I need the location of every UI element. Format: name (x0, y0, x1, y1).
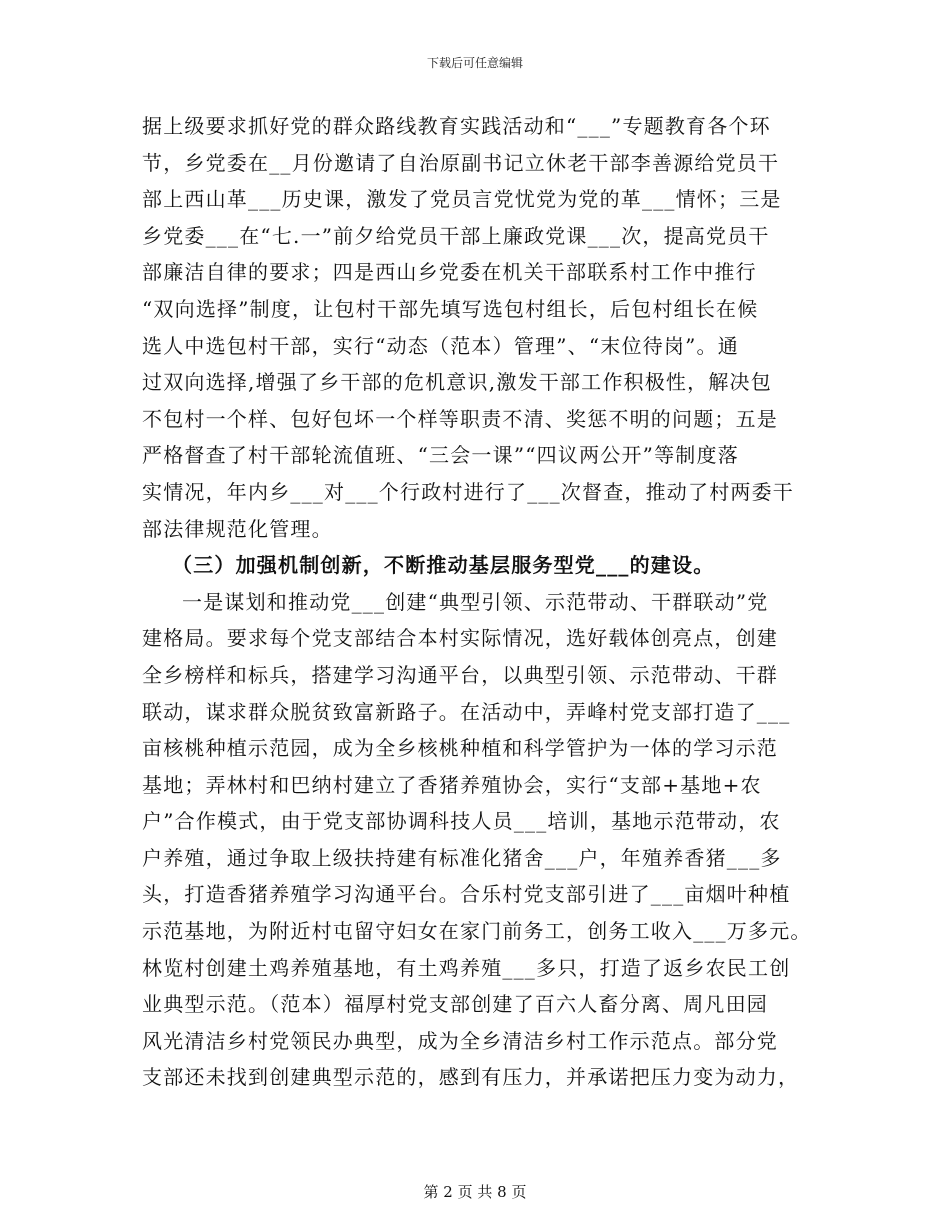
body-line: 户养殖，通过争取上级扶持建有标准化猪舍___户，年殖养香猪___多 (142, 845, 782, 870)
body-line: 风光清洁乡村党领民办典型，成为全乡清洁乡村工作示范点。部分党 (142, 1028, 778, 1053)
page-header-note: 下载后可任意编辑 (426, 56, 523, 70)
body-line: 全乡榜样和标兵，搭建学习沟通平台，以典型引领、示范带动、干群 (142, 662, 778, 687)
body-line: 支部还未找到创建典型示范的，感到有压力，并承诺把压力变为动力， (142, 1065, 800, 1090)
body-line: 过双向选择,增强了乡干部的危机意识,激发干部工作积极性，解决包 (142, 370, 772, 395)
body-line: 选人中选包村干部，实行“动态（范本）管理”、“末位待岗”。通 (142, 333, 739, 358)
document-body (142, 108, 822, 1096)
body-line: 部法律规范化管理。 (142, 516, 333, 541)
body-line: 建格局。要求每个党支部结合本村实际情况，选好载体创亮点，创建 (142, 626, 778, 651)
body-line: 亩核桃种植示范园，成为全乡核桃种植和科学管护为一体的学习示范 (142, 736, 778, 761)
body-line: 基地；弄林村和巴纳村建立了香猪养殖协会，实行“支部+基地+农 (142, 772, 762, 797)
body-line: 户”合作模式，由于党支部协调科技人员___培训，基地示范带动，农 (142, 809, 781, 834)
body-line: 林览村创建土鸡养殖基地，有土鸡养殖___多只，打造了返乡农民工创 (142, 955, 791, 980)
body-line: 不包村一个样、包好包坏一个样等职责不清、奖惩不明的问题；五是 (142, 406, 778, 431)
page-number-footer: 第 2 页 共 8 页 (423, 1183, 527, 1201)
body-line: 乡党委___在“七.一”前夕给党员干部上廉政党课___次，提高党员干 (142, 223, 770, 248)
section-heading: （三）加强机制创新，不断推动基层服务型党___的建设。 (172, 553, 715, 578)
body-line: 部上西山革___历史课，激发了党员言党忧党为党的革___情怀；三是 (142, 187, 782, 212)
body-line: 节，乡党委在__月份邀请了自治原副书记立休老干部李善源给党员干 (142, 150, 780, 175)
body-line: 据上级要求抓好党的群众路线教育实践活动和“___”专题教育各个环 (142, 114, 771, 138)
body-line: 联动，谋求群众脱贫致富新路子。在活动中，弄峰村党支部打造了___ (142, 699, 791, 724)
body-line: 头，打造香猪养殖学习沟通平台。合乐村党支部引进了___亩烟叶种植 (142, 882, 791, 907)
body-line: 业典型示范。（范本）福厚村党支部创建了百六人畜分离、周凡田园 (142, 992, 768, 1017)
body-line: 一是谋划和推动党___创建“典型引领、示范带动、干群联动”党 (182, 589, 769, 614)
body-line: 实情况，年内乡___对___个行政村进行了___次督查，推动了村两委干 (142, 479, 794, 504)
body-line: 示范基地，为附近村屯留守妇女在家门前务工，创务工收入___万多元。 (142, 919, 812, 944)
body-line: “双向选择”制度，让包村干部先填写选包村组长，后包村组长在候 (142, 296, 759, 321)
body-line: 严格督查了村干部轮流值班、“三会一课”“四议两公开”等制度落 (142, 443, 739, 468)
body-line: 部廉洁自律的要求；四是西山乡党委在机关干部联系村工作中推行 (142, 260, 757, 285)
